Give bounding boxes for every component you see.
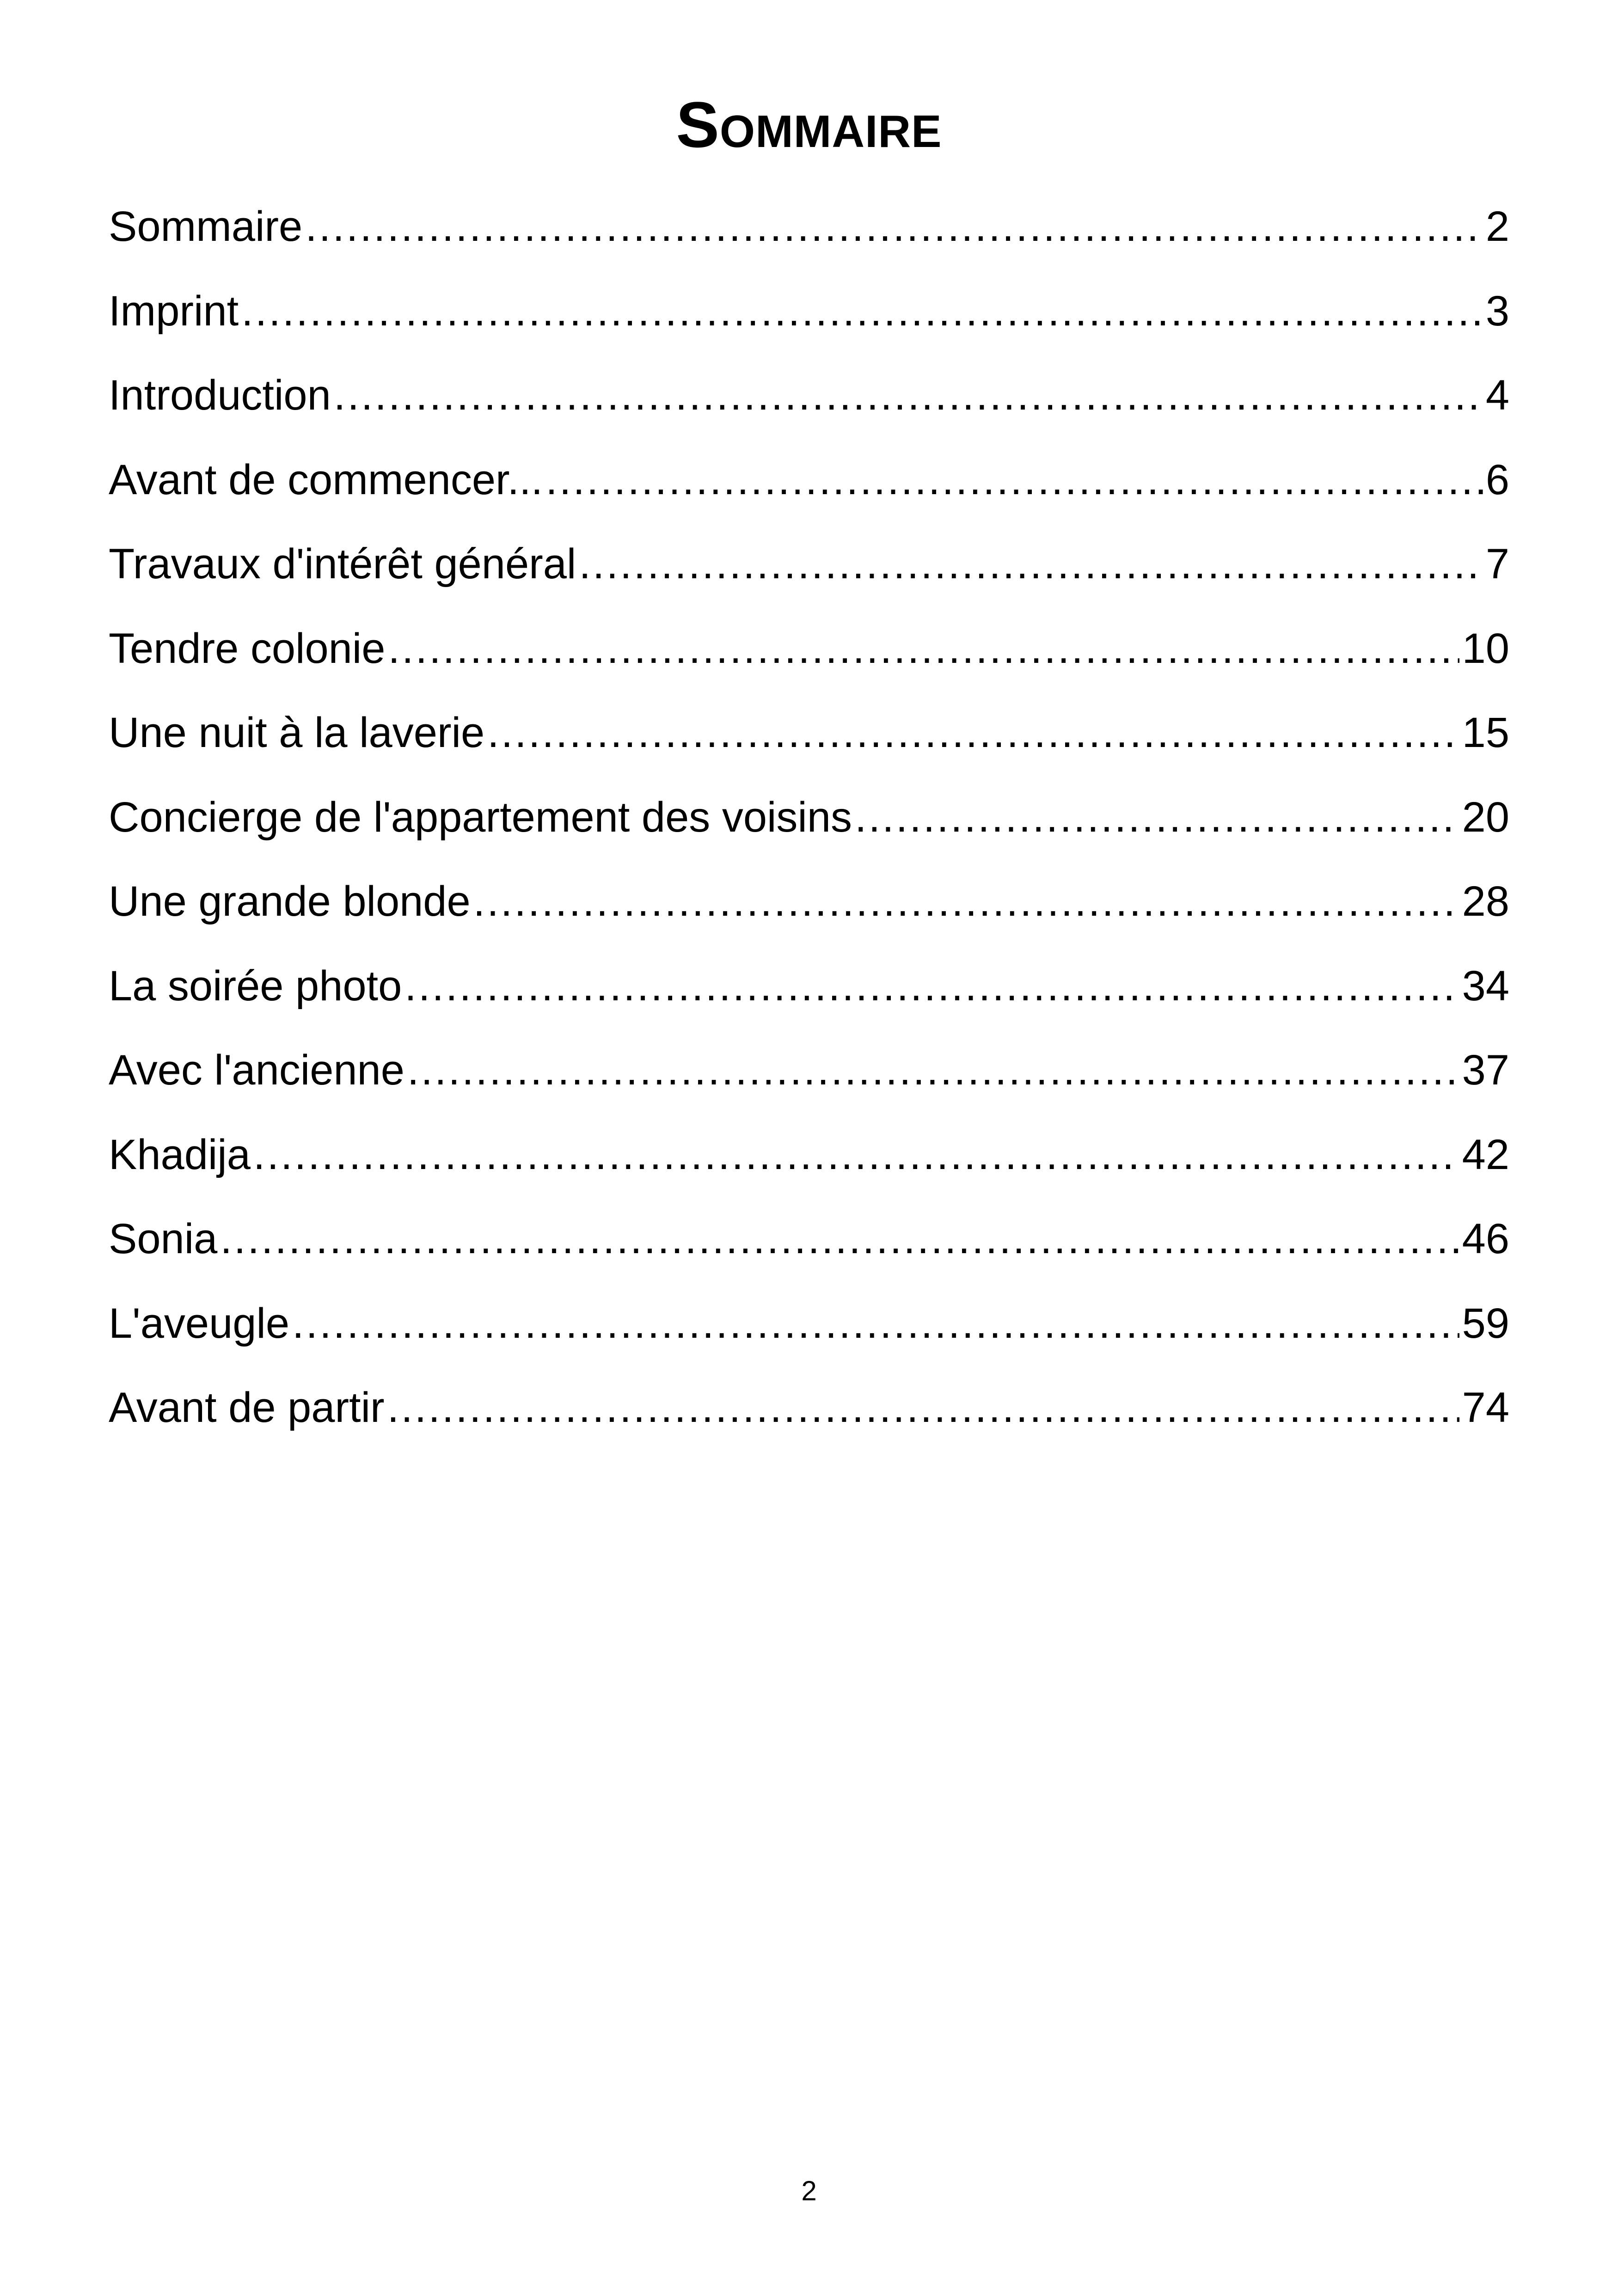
toc-entry-title: Avec l'ancienne [109,1047,404,1094]
table-of-contents [109,199,1509,1464]
toc-entry-title: Imprint [109,287,239,335]
toc-dot-leader [253,1127,1459,1182]
toc-entry-page: 74 [1462,1384,1509,1431]
toc-entry-page: 6 [1485,456,1509,503]
toc-entry-title: Khadija [109,1131,251,1178]
toc-entry-page: 3 [1485,287,1509,335]
toc-dot-leader [305,199,1483,254]
toc-entry-page: 28 [1462,878,1509,925]
toc-entry-page: 42 [1462,1131,1509,1178]
toc-dot-leader [387,1380,1459,1435]
toc-entry[interactable] [109,536,1509,621]
toc-entry[interactable] [109,1042,1509,1127]
toc-entry-title: Introduction [109,372,331,419]
toc-entry-page: 20 [1462,793,1509,841]
toc-entry-title: Avant de commencer... [109,456,543,503]
page-number: 2 [801,2175,817,2206]
toc-entry-title: Sommaire [109,203,303,250]
toc-entry-title: Sonia [109,1215,218,1262]
toc-entry[interactable] [109,199,1509,283]
page-title: Sommaire [676,88,942,161]
toc-entry-page: 34 [1462,962,1509,1010]
toc-entry[interactable] [109,958,1509,1043]
toc-entry-page: 15 [1462,709,1509,756]
toc-entry-page: 10 [1462,625,1509,672]
toc-entry-title: Travaux d'intérêt général [109,540,576,588]
toc-entry[interactable] [109,874,1509,958]
toc-entry-title: Avant de partir [109,1384,385,1431]
toc-entry[interactable] [109,283,1509,368]
toc-entry[interactable] [109,1296,1509,1380]
toc-dot-leader [220,1211,1459,1267]
toc-dot-leader [473,874,1459,929]
toc-entry-title: Une nuit à la laverie [109,709,485,756]
toc-entry-title: Concierge de l'appartement des voisins [109,793,852,841]
toc-entry[interactable] [109,452,1509,537]
toc-dot-leader [292,1296,1459,1351]
toc-entry-page: 2 [1485,203,1509,250]
toc-entry[interactable] [109,1211,1509,1296]
toc-entry-page: 59 [1462,1299,1509,1347]
toc-entry-title: L'aveugle [109,1299,289,1347]
toc-entry[interactable] [109,621,1509,705]
toc-dot-leader [855,790,1459,845]
toc-entry[interactable] [109,1127,1509,1212]
toc-entry-page: 37 [1462,1047,1509,1094]
toc-dot-leader [487,705,1459,760]
toc-entry-page: 46 [1462,1215,1509,1262]
toc-entry-page: 7 [1485,540,1509,588]
toc-entry[interactable] [109,705,1509,790]
toc-entry-title: Une grande blonde [109,878,471,925]
toc-entry[interactable] [109,1380,1509,1464]
toc-dot-leader [407,1042,1459,1098]
toc-dot-leader [545,452,1483,508]
toc-entry-page: 4 [1485,372,1509,419]
toc-dot-leader [241,283,1483,339]
toc-entry[interactable] [109,367,1509,452]
toc-dot-leader [404,958,1459,1014]
toc-dot-leader [334,367,1483,423]
toc-dot-leader [579,536,1483,592]
toc-entry-title: Tendre colonie [109,625,386,672]
toc-entry[interactable] [109,790,1509,874]
toc-entry-title: La soirée photo [109,962,402,1010]
toc-dot-leader [388,621,1459,676]
